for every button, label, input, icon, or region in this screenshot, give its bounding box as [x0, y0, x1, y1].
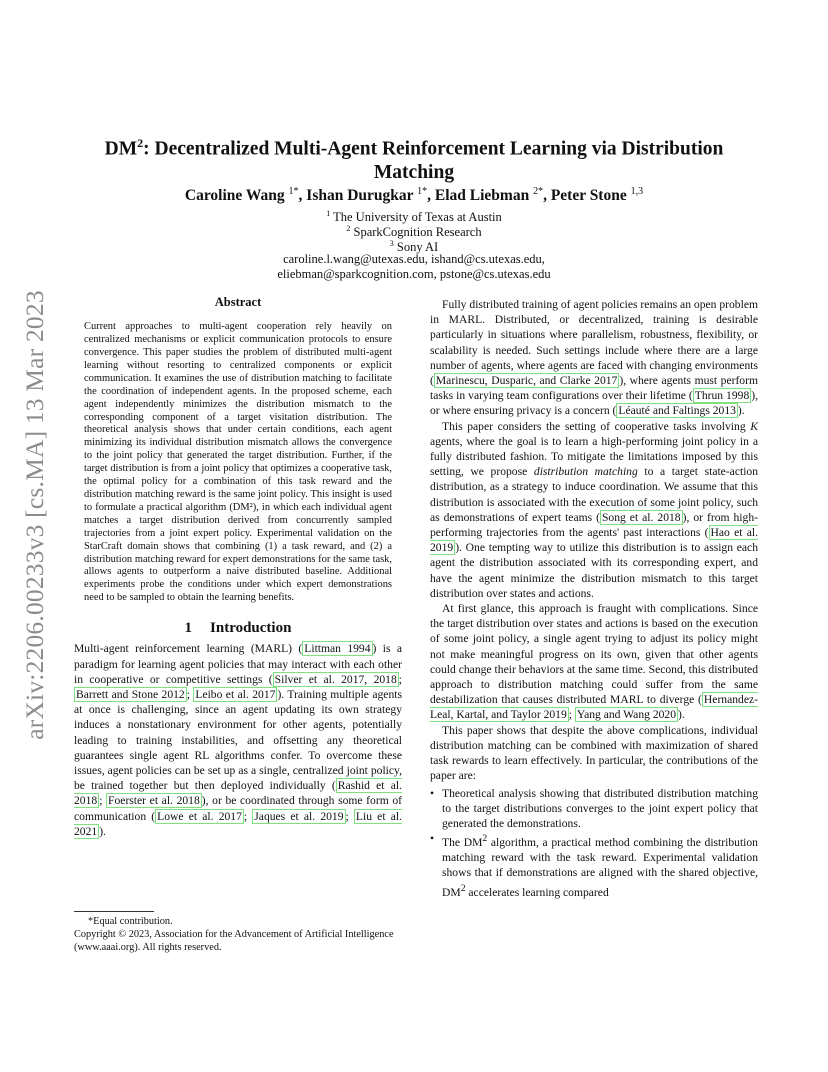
- citation-link[interactable]: Liu et al. 2021: [74, 809, 402, 838]
- copyright-note: Copyright © 2023, Association for the Advancement of Artificial Intelligence (www.aaai.org). All rights reserved.: [74, 929, 394, 953]
- section-number: 1: [184, 620, 193, 637]
- title-prefix: DM: [104, 138, 138, 160]
- citation-link[interactable]: Lowe et al. 2017: [157, 809, 242, 823]
- contribution-list: [430, 786, 758, 900]
- section-heading: [74, 621, 402, 636]
- title-main: : Decentralized Multi-Agent Reinforcement Learning via Distribution: [143, 138, 724, 160]
- author-sup: 1*: [288, 186, 299, 197]
- citation-link[interactable]: Yang and Wang 2020: [576, 708, 677, 722]
- citation-link[interactable]: Song et al. 2018: [601, 510, 681, 524]
- right-column: [430, 297, 758, 900]
- footnote-rule: [74, 911, 154, 912]
- body-paragraph: This paper considers the setting of cooperative tasks involving K agents, where the goal is to learn a high-performing joint policy in a fully distributed fashion. To mitigate the limitations imposed by this setting, we propose distribution matching to a target state-action distribution, as a strategy to induce coordination. We assume that this distribution is associated with the execution of some joint policy, such as demonstrations of expert teams ( Song et al. 2018 ), or from high-performing trajectories from the agents' past interactions ( Hao et al. 2019 ). One tempting way to utilize this distribution is to assign each agent the distribution associated with its corresponding expert, and have the agent minimize the distribution mismatch to this target distribution over states and actions.: [430, 419, 759, 600]
- list-item: • Theoretical analysis showing that distributed distribution matching to the target distributions converges to the joint expert policy that generated the demonstrations.: [442, 786, 758, 832]
- citation-link[interactable]: Jaques et al. 2019: [254, 809, 344, 823]
- affiliation-name: The University of Texas at Austin: [333, 210, 502, 225]
- list-item: • The $DM^2$ algorithm, a practical method combining the distribution matching reward with the task reward. Experimental validation shows that if demonstrations are aligned with the shared objective, $DM^2$ accelerates learning compared: [442, 831, 758, 900]
- citation-link[interactable]: Barrett and Stone 2012: [76, 687, 185, 701]
- author-name: Peter Stone: [550, 187, 627, 205]
- affiliation-sup: 3: [389, 239, 394, 248]
- equal-contribution-note: *Equal contribution.: [88, 916, 173, 927]
- author-sup: 1*: [417, 186, 428, 197]
- body-paragraph: Fully distributed training of agent policies remains an open problem in MARL. Distributed, or decentralized, training is desirable particularly in situations where parallelism, robustness, flexibility, or scalability is needed. Such settings include where there are a large number of agents, where agents are faced with changing environments ( Marinescu, Dusparic, and Clarke 2017 ), where agents must perform tasks in varying team configurations over their lifetime ( Thrun 1998 ), or where ensuring privacy is a concern ( Léauté and Faltings 2013 ).: [430, 298, 759, 418]
- citation-link[interactable]: Rashid et al. 2018: [74, 779, 403, 808]
- paper-title: [74, 132, 754, 184]
- citation-link[interactable]: Léauté and Faltings 2013: [618, 404, 736, 418]
- citation-link[interactable]: Thrun 1998: [694, 389, 750, 403]
- intro-paragraph: Multi-agent reinforcement learning (MARL) ( Littman 1994 ) is a paradigm for learning agent policies that may interact with each other in cooperative or competitive settings ( Silver et al. 2017, 2018 ; Barrett and Stone 2012 ; Leibo et al. 2017 ). Training multiple agents at once is challenging, since an agent updating its own strategy induces a nonstationary environment for other agents, potentially leading to training instabilities, and offsetting any theoretical guarantees single agent RL algorithms confer. To overcome these issues, agent policies can be set up as a single, centralized joint policy, be trained together but then deployed individually ( Rashid et al. 2018 ; Foerster et al. 2018 ), or be coordinated through some form of communication ( Lowe et al. 2017 ; Jaques et al. 2019 ; Liu et al. 2021 ).: [74, 642, 403, 838]
- citation-link[interactable]: Hao et al. 2019: [430, 526, 758, 555]
- author-name: Elad Liebman: [434, 187, 530, 205]
- citation-link[interactable]: Hernandez-Leal, Kartal, and Taylor 2019: [430, 693, 758, 722]
- author-sup: 2*: [533, 186, 544, 197]
- affiliation-name: Sony AI: [396, 240, 439, 255]
- left-column: [74, 295, 402, 839]
- author-name: Ishan Durugkar: [306, 187, 414, 205]
- citation-link[interactable]: Marinescu, Dusparic, and Clarke 2017: [435, 374, 618, 388]
- abstract-body: Current approaches to multi-agent cooperation rely heavily on centralized mechanisms or explicit communication protocols to ensure convergence. This paper studies the problem of distributed multi-agent learning without resorting to centralized components or explicit communication. It examines the use of distribution matching to facilitate the coordination of independent agents. In the proposed scheme, each agent independently minimizes the distribution mismatch to the corresponding component of a target visitation distribution. The theoretical analysis shows that under certain conditions, each agent minimizing its individual distribution mismatch allows the convergence to the joint policy that generated the target distribution. Further, if the target distribution is from a joint policy that optimizes a cooperative task, the optimal policy for a combination of this task reward and the distribution matching reward is the same joint policy. This insight is used to formulate a practical algorithm (DM²), in which each individual agent matches a target distribution derived from concurrently sampled trajectories from a joint expert policy. Experimental validation on the StarCraft domain shows that combining (1) a task reward, and (2) a distribution matching reward for expert demonstrations for the same task, allows agents to outperform a naive distributed baseline. Additional experiments probe the conditions under which expert demonstrations need to be sampled to obtain the learning benefits.: [84, 321, 392, 604]
- author-list: Caroline Wang $^{1*}$, Ishan Durugkar $^{1*}$, Elad Liebman $^{2*}$, Peter Stone $^{1,3}$: [184, 186, 644, 205]
- affiliation-sup: 2: [346, 224, 351, 233]
- affiliation-sup: 1: [326, 209, 331, 218]
- author-name: Caroline Wang: [184, 187, 285, 205]
- citation-link[interactable]: Silver et al. 2017, 2018: [274, 672, 397, 686]
- citation-link[interactable]: Foerster et al. 2018: [108, 794, 200, 808]
- section-title: Introduction: [210, 620, 292, 637]
- arxiv-stamp: [22, 275, 48, 755]
- emphasis: distribution matching: [533, 465, 638, 479]
- email-line: caroline.l.wang@utexas.edu, ishand@cs.utexas.edu,: [283, 252, 545, 266]
- title-line2: Matching: [373, 161, 455, 183]
- email-line: eliebman@sparkcognition.com, pstone@cs.utexas.edu: [277, 267, 551, 281]
- math-symbol: K: [750, 419, 758, 433]
- citation-link[interactable]: Littman 1994: [304, 642, 371, 656]
- author-sup: 1,3: [630, 186, 644, 197]
- title-sup: 2: [137, 136, 144, 150]
- body-paragraph: This paper shows that despite the above complications, individual distribution matching can be combined with maximization of shared task rewards to learn effectively. In particular, the contributions of the paper are:: [430, 723, 758, 783]
- citation-link[interactable]: Leibo et al. 2017: [195, 687, 276, 701]
- body-paragraph: At first glance, this approach is fraught with complications. Since the target distribution over states and actions is based on the execution of some joint policy, a single agent trying to adjust its policy might not make meaningful progress on its own, given that other agents could change their behaviors at the same time. Second, this distributed approach to distribution matching could suffer from the same destabilization that causes distributed MARL to diverge ( Hernandez-Leal, Kartal, and Taylor 2019 ; Yang and Wang 2020 ).: [430, 602, 758, 722]
- arxiv-identifier: arXiv:2206.00233v3 [cs.MA] 13 Mar 2023: [20, 290, 49, 740]
- affiliation-name: SparkCognition Research: [353, 225, 482, 240]
- footnote: [74, 911, 402, 954]
- abstract-heading: Abstract: [214, 295, 262, 309]
